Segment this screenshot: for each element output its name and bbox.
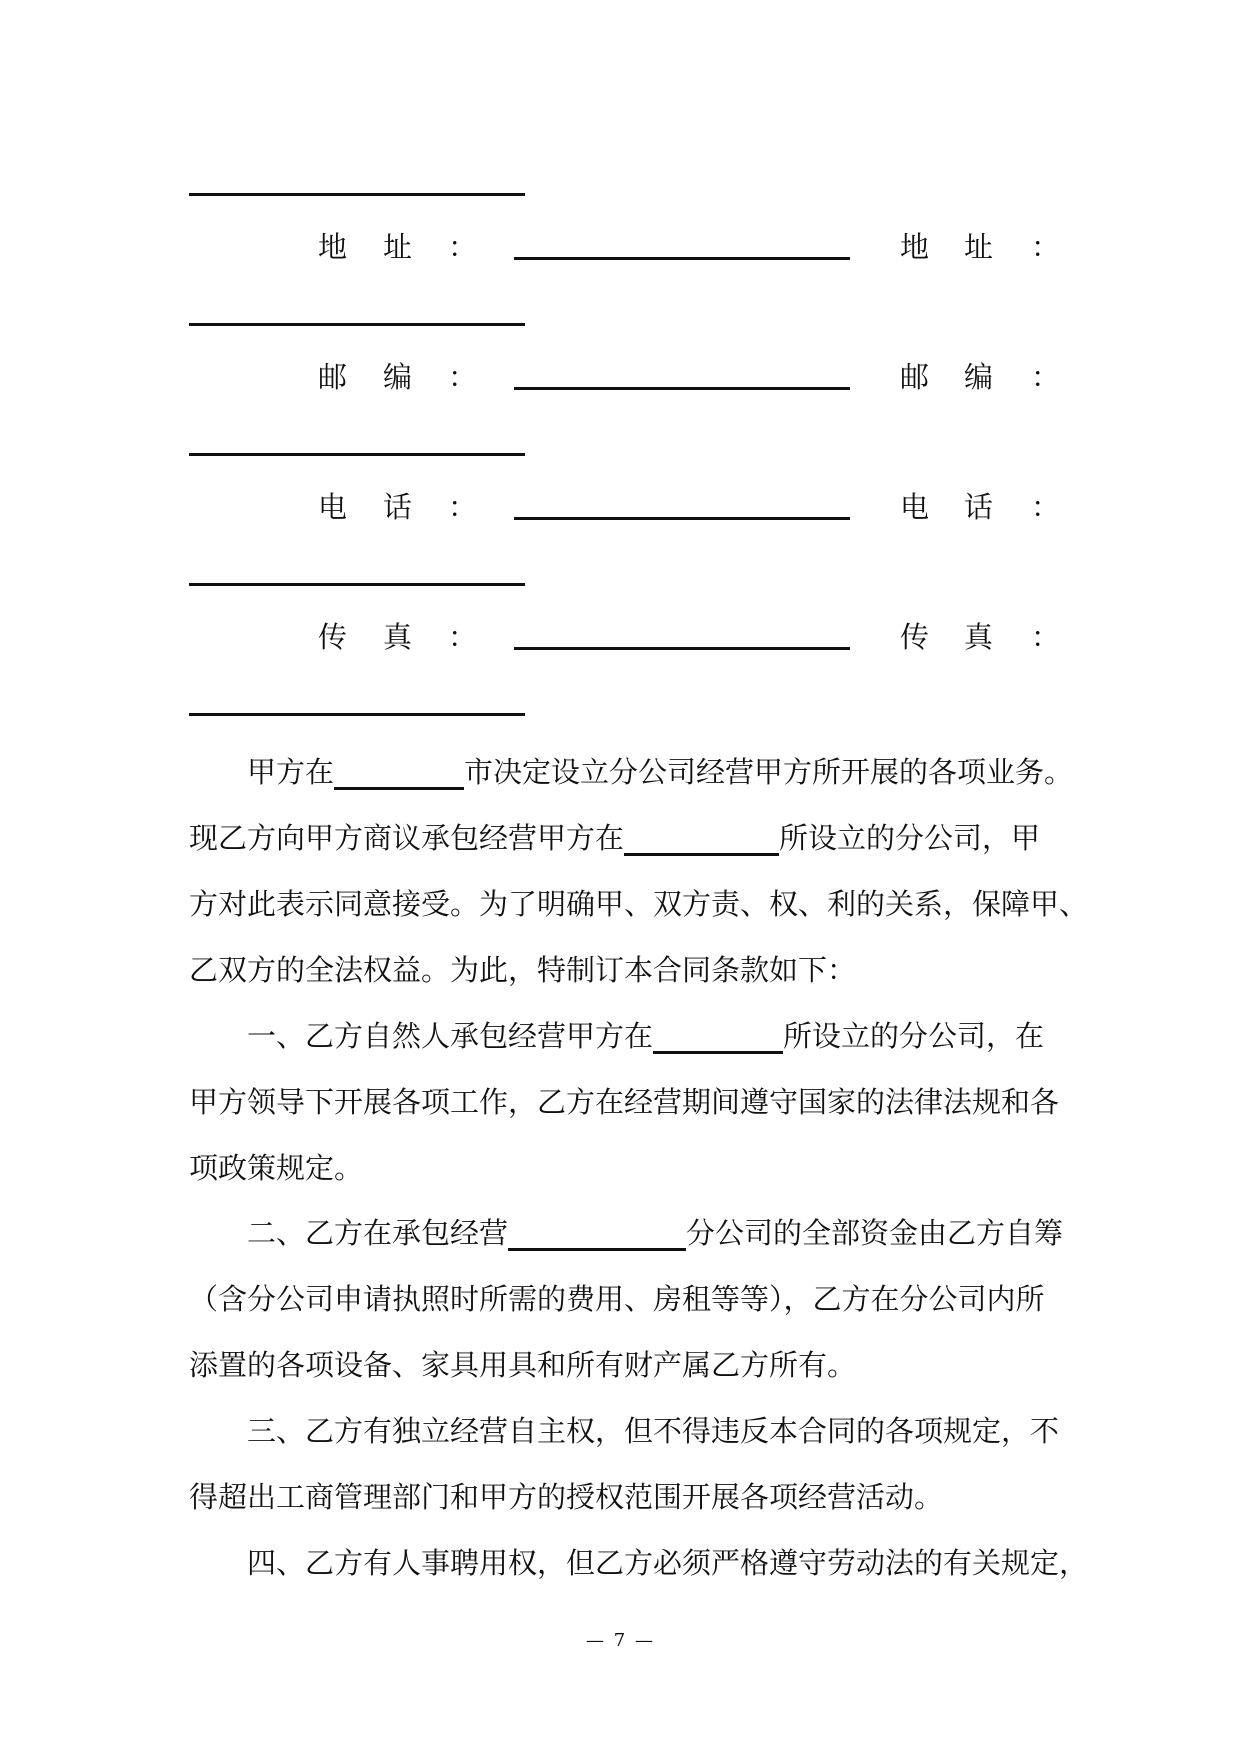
postcode-field-line[interactable] (189, 453, 525, 456)
label-char: 编 (383, 360, 413, 394)
text-segment: 现乙方向甲方商议承包经营甲方在 (189, 821, 625, 855)
label-char: 传 (900, 620, 930, 654)
location-blank[interactable] (624, 805, 779, 856)
label-colon: ： (1031, 360, 1061, 394)
label-char: 传 (318, 620, 348, 654)
address-field-line[interactable] (514, 257, 850, 260)
label-char: 编 (964, 360, 994, 394)
label-char: 电 (318, 490, 348, 524)
text-segment: 所设立的分公司，在 (783, 1019, 1045, 1053)
text-segment: 市决定设立分公司经营甲方所开展的各项业务。 (464, 755, 1074, 789)
label-colon: ： (1031, 490, 1061, 524)
label-char: 真 (964, 620, 994, 654)
label-char: 址 (383, 230, 413, 264)
text-line: 四、乙方有人事聘用权，但乙方必须严格遵守劳动法的有关规定， (247, 1546, 1089, 1580)
branch-name-blank[interactable] (508, 1200, 686, 1251)
postcode-field-line[interactable] (514, 387, 850, 390)
text-line: 甲方领导下开展各项工作，乙方在经营期间遵守国家的法律法规和各 (189, 1085, 1060, 1119)
text-line: 得超出工商管理部门和甲方的授权范围开展各项经营活动。 (189, 1480, 944, 1514)
label-char: 邮 (318, 360, 348, 394)
text-segment: 甲方在 (247, 755, 335, 789)
label-char: 邮 (900, 360, 930, 394)
form-row-phone (0, 477, 1241, 537)
label-char: 址 (964, 230, 994, 264)
label-char: 地 (318, 230, 348, 264)
page-number: — 7 — (586, 1630, 655, 1651)
text-line (247, 1200, 1063, 1266)
form-row-postcode (0, 347, 1241, 407)
label-char: 地 (900, 230, 930, 264)
label-colon: ： (448, 620, 478, 654)
text-line: 三、乙方有独立经营自主权，但不得违反本合同的各项规定，不 (247, 1414, 1060, 1448)
city-blank[interactable] (334, 739, 464, 790)
label-char: 电 (900, 490, 930, 524)
label-colon: ： (1031, 230, 1061, 264)
form-row-address (0, 217, 1241, 277)
text-line: 添置的各项设备、家具用具和所有财产属乙方所有。 (189, 1348, 857, 1382)
fax-field-line[interactable] (514, 647, 850, 650)
text-segment: 二、乙方在承包经营 (247, 1216, 509, 1250)
fill-in-line (189, 193, 525, 196)
text-line: 项政策规定。 (189, 1151, 364, 1185)
phone-field-line[interactable] (189, 583, 525, 586)
text-segment: 一、乙方自然人承包经营甲方在 (247, 1019, 654, 1053)
text-line (189, 805, 1040, 871)
label-colon: ： (448, 360, 478, 394)
label-colon: ： (448, 490, 478, 524)
label-colon: ： (1031, 620, 1061, 654)
address-field-line[interactable] (189, 323, 525, 326)
text-line (247, 1003, 1044, 1069)
location-blank[interactable] (653, 1003, 783, 1054)
phone-field-line[interactable] (514, 517, 850, 520)
fax-field-line[interactable] (189, 713, 525, 716)
label-colon: ： (448, 230, 478, 264)
label-char: 话 (964, 490, 994, 524)
text-line: 方对此表示同意接受。为了明确甲、双方责、权、利的关系，保障甲、 (189, 887, 1089, 921)
label-char: 话 (383, 490, 413, 524)
text-segment: 所设立的分公司，甲 (779, 821, 1041, 855)
text-segment: 分公司的全部资金由乙方自筹 (686, 1216, 1064, 1250)
text-line: 乙双方的全法权益。为此，特制订本合同条款如下： (189, 953, 857, 987)
text-line (247, 739, 1073, 805)
text-line: （含分公司申请执照时所需的费用、房租等等），乙方在分公司内所 (189, 1282, 1045, 1316)
form-row-fax (0, 607, 1241, 667)
label-char: 真 (383, 620, 413, 654)
